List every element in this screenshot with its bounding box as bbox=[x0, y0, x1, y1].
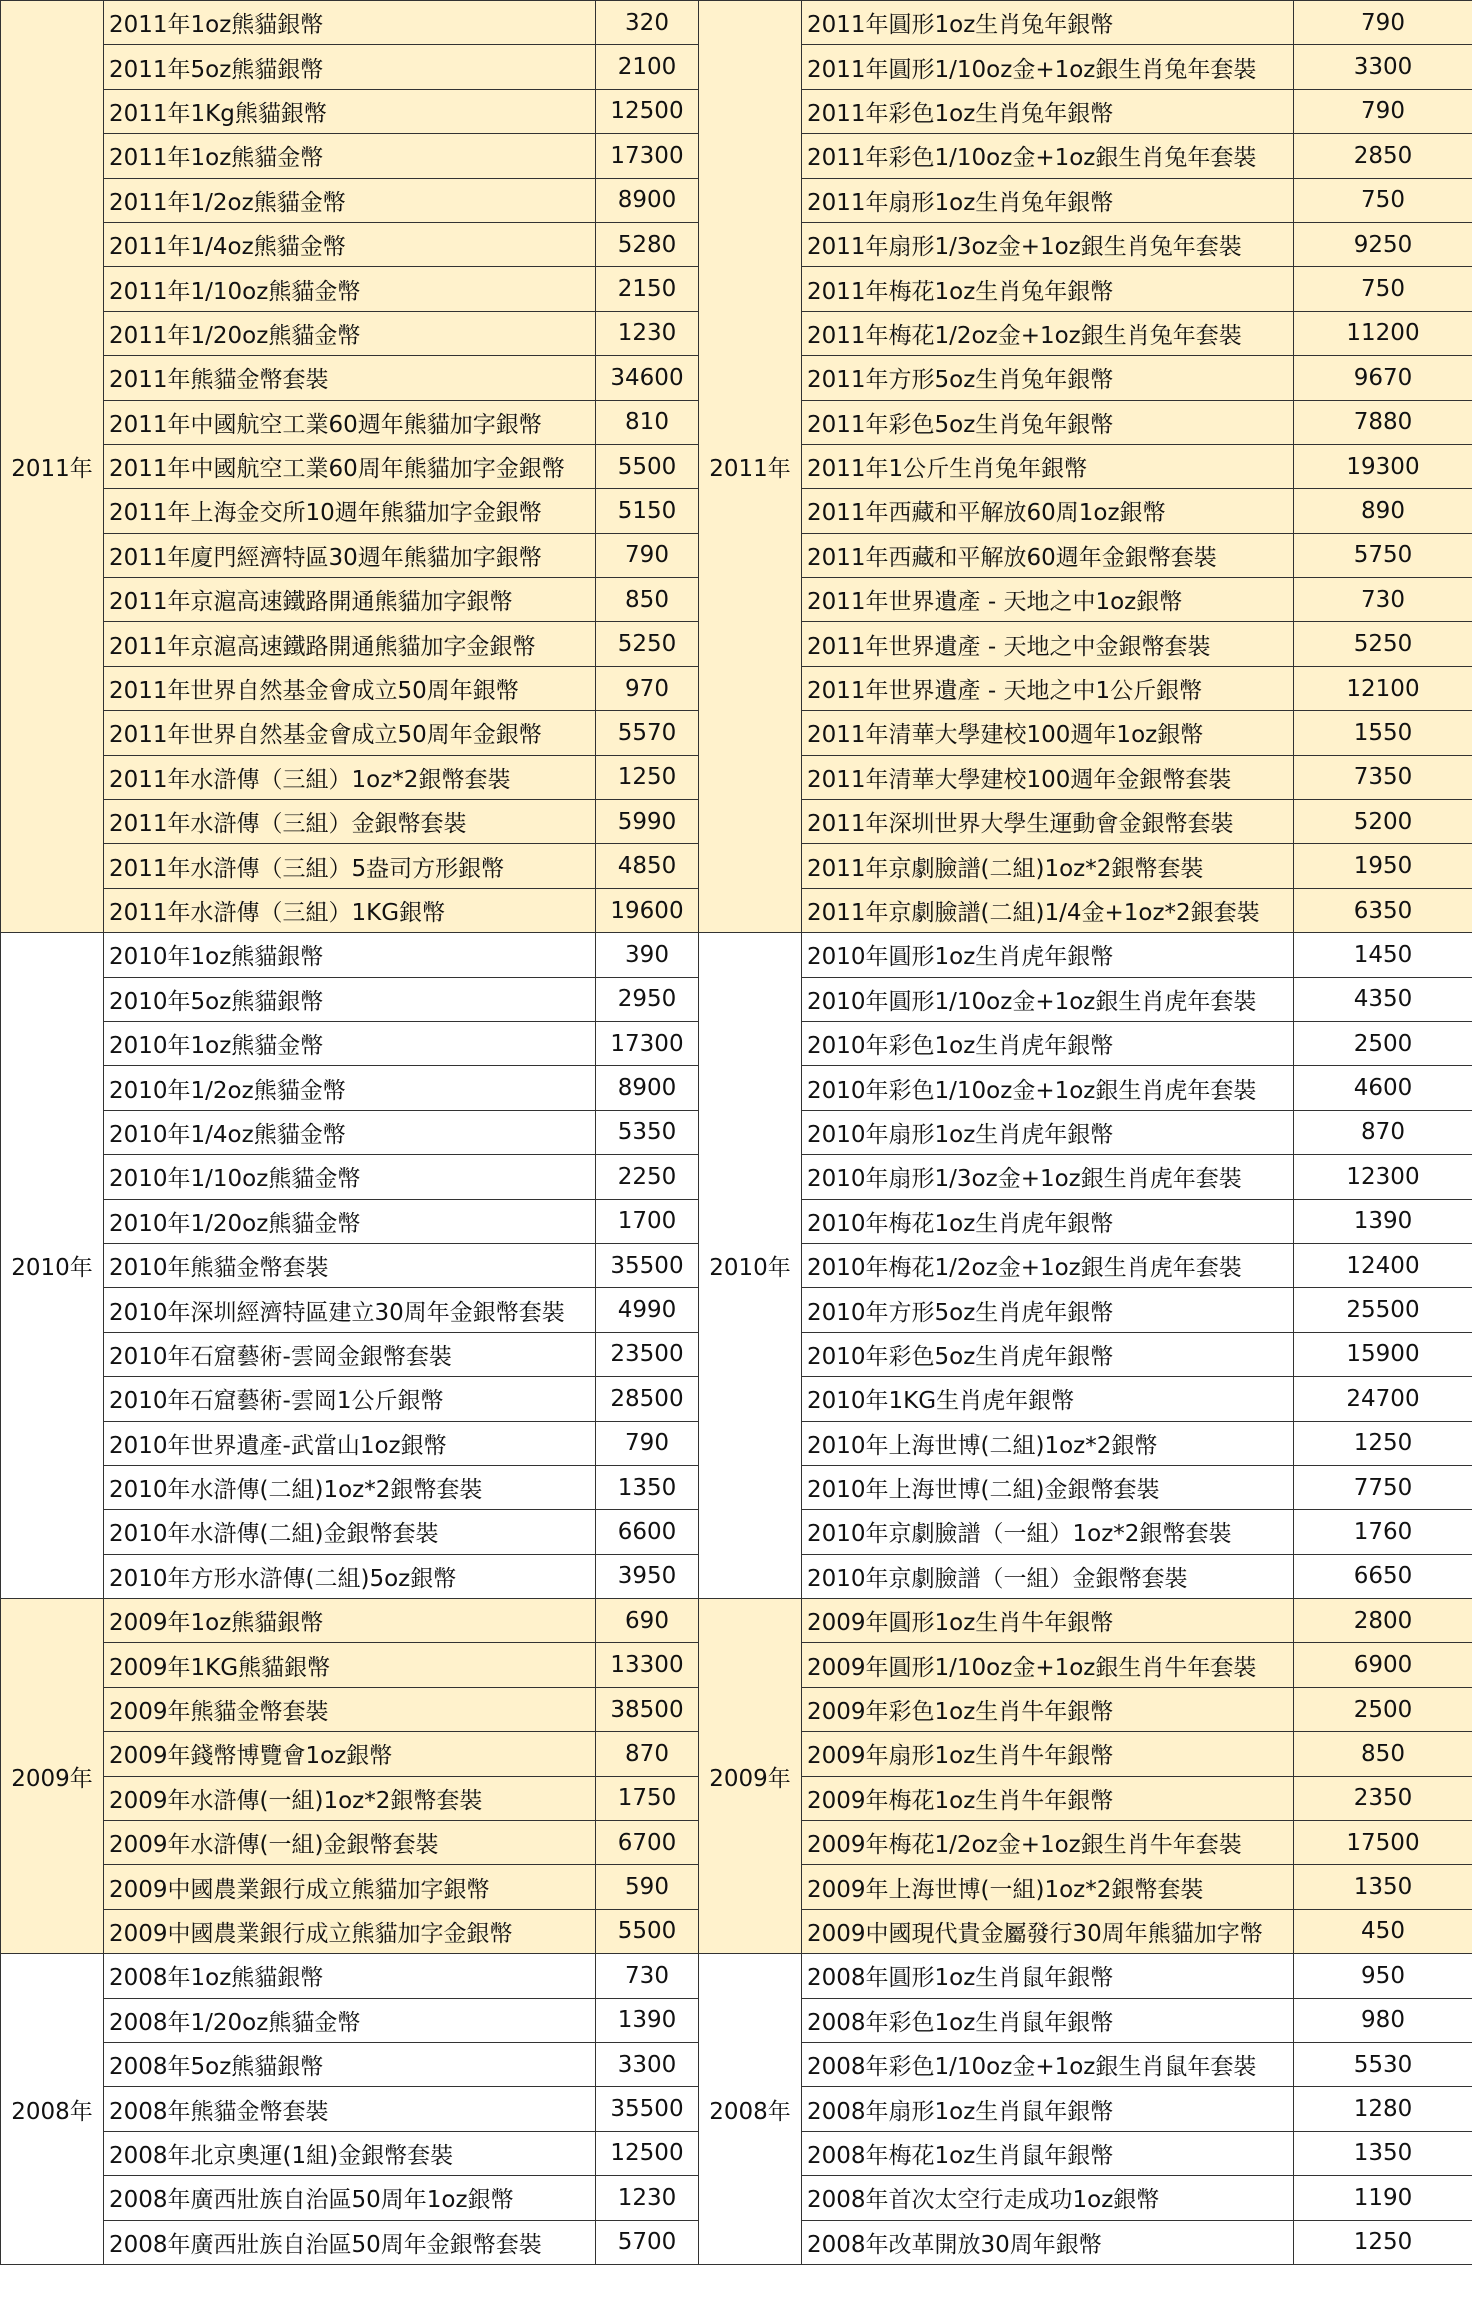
item-price-cell: 1950 bbox=[1294, 844, 1472, 888]
item-name-cell: 2008年首次太空行走成功1oz銀幣 bbox=[802, 2176, 1294, 2220]
item-name-cell: 2008年廣西壯族自治區50周年金銀幣套裝 bbox=[104, 2220, 596, 2264]
item-price-cell: 1250 bbox=[1294, 2220, 1472, 2264]
item-name-cell: 2009年水滸傳(一組)1oz*2銀幣套裝 bbox=[104, 1776, 596, 1820]
item-price-cell: 1280 bbox=[1294, 2087, 1472, 2131]
item-name-cell: 2011年梅花1/2oz金+1oz銀生肖兔年套裝 bbox=[802, 311, 1294, 355]
item-price-cell: 850 bbox=[596, 578, 699, 622]
item-price-cell: 5570 bbox=[596, 711, 699, 755]
item-name-cell: 2008年北京奧運(1組)金銀幣套裝 bbox=[104, 2131, 596, 2175]
item-price-cell: 970 bbox=[596, 666, 699, 710]
item-price-cell: 870 bbox=[1294, 1110, 1472, 1154]
item-name-cell: 2010年水滸傳(二組)金銀幣套裝 bbox=[104, 1510, 596, 1554]
item-price-cell: 5750 bbox=[1294, 533, 1472, 577]
item-price-cell: 1230 bbox=[596, 2176, 699, 2220]
item-name-cell: 2008年扇形1oz生肖鼠年銀幣 bbox=[802, 2087, 1294, 2131]
item-name-cell: 2010年1oz熊貓銀幣 bbox=[104, 933, 596, 977]
item-price-cell: 17500 bbox=[1294, 1821, 1472, 1865]
item-price-cell: 35500 bbox=[596, 2087, 699, 2131]
item-name-cell: 2011年世界遺產 - 天地之中1oz銀幣 bbox=[802, 578, 1294, 622]
item-name-cell: 2011年世界自然基金會成立50周年金銀幣 bbox=[104, 711, 596, 755]
item-price-cell: 870 bbox=[596, 1732, 699, 1776]
item-name-cell: 2011年彩色5oz生肖兔年銀幣 bbox=[802, 400, 1294, 444]
item-name-cell: 2010年京劇臉譜（一組）金銀幣套裝 bbox=[802, 1554, 1294, 1598]
item-price-cell: 5150 bbox=[596, 489, 699, 533]
item-price-cell: 1390 bbox=[1294, 1199, 1472, 1243]
item-name-cell: 2010年京劇臉譜（一組）1oz*2銀幣套裝 bbox=[802, 1510, 1294, 1554]
item-name-cell: 2010年上海世博(二組)金銀幣套裝 bbox=[802, 1465, 1294, 1509]
item-name-cell: 2010年深圳經濟特區建立30周年金銀幣套裝 bbox=[104, 1288, 596, 1332]
item-name-cell: 2011年方形5oz生肖兔年銀幣 bbox=[802, 356, 1294, 400]
year-cell-right: 2010年 bbox=[699, 933, 802, 1599]
item-price-cell: 5250 bbox=[596, 622, 699, 666]
item-price-cell: 5990 bbox=[596, 800, 699, 844]
item-price-cell: 4350 bbox=[1294, 977, 1472, 1021]
item-price-cell: 7880 bbox=[1294, 400, 1472, 444]
table-row bbox=[1, 1954, 1472, 1998]
item-name-cell: 2011年上海金交所10週年熊貓加字金銀幣 bbox=[104, 489, 596, 533]
item-price-cell: 9250 bbox=[1294, 222, 1472, 266]
item-name-cell: 2011年中國航空工業60週年熊貓加字銀幣 bbox=[104, 400, 596, 444]
item-price-cell: 28500 bbox=[596, 1377, 699, 1421]
item-name-cell: 2009中國農業銀行成立熊貓加字銀幣 bbox=[104, 1865, 596, 1909]
item-price-cell: 1230 bbox=[596, 311, 699, 355]
item-price-cell: 790 bbox=[596, 1421, 699, 1465]
item-name-cell: 2011年1/20oz熊貓金幣 bbox=[104, 311, 596, 355]
item-price-cell: 750 bbox=[1294, 267, 1472, 311]
item-name-cell: 2010年1/20oz熊貓金幣 bbox=[104, 1199, 596, 1243]
item-name-cell: 2009中國農業銀行成立熊貓加字金銀幣 bbox=[104, 1909, 596, 1953]
item-name-cell: 2010年1/10oz熊貓金幣 bbox=[104, 1155, 596, 1199]
item-price-cell: 2350 bbox=[1294, 1776, 1472, 1820]
item-price-cell: 6900 bbox=[1294, 1643, 1472, 1687]
item-name-cell: 2010年1KG生肖虎年銀幣 bbox=[802, 1377, 1294, 1421]
item-name-cell: 2011年世界遺產 - 天地之中1公斤銀幣 bbox=[802, 666, 1294, 710]
item-price-cell: 7350 bbox=[1294, 755, 1472, 799]
item-price-cell: 6700 bbox=[596, 1821, 699, 1865]
item-name-cell: 2011年圓形1/10oz金+1oz銀生肖兔年套裝 bbox=[802, 45, 1294, 89]
item-name-cell: 2008年彩色1/10oz金+1oz銀生肖鼠年套裝 bbox=[802, 2042, 1294, 2086]
item-price-cell: 2850 bbox=[1294, 134, 1472, 178]
year-cell-left: 2010年 bbox=[1, 933, 104, 1599]
item-name-cell: 2011年梅花1oz生肖兔年銀幣 bbox=[802, 267, 1294, 311]
item-price-cell: 1390 bbox=[596, 1998, 699, 2042]
table-row bbox=[1, 933, 1472, 977]
item-price-cell: 7750 bbox=[1294, 1465, 1472, 1509]
item-price-cell: 34600 bbox=[596, 356, 699, 400]
item-price-cell: 5280 bbox=[596, 222, 699, 266]
item-name-cell: 2011年世界遺產 - 天地之中金銀幣套裝 bbox=[802, 622, 1294, 666]
item-name-cell: 2010年水滸傳(二組)1oz*2銀幣套裝 bbox=[104, 1465, 596, 1509]
item-price-cell: 5350 bbox=[596, 1110, 699, 1154]
item-price-cell: 790 bbox=[1294, 89, 1472, 133]
item-name-cell: 2011年5oz熊貓銀幣 bbox=[104, 45, 596, 89]
item-price-cell: 24700 bbox=[1294, 1377, 1472, 1421]
item-name-cell: 2010年圓形1oz生肖虎年銀幣 bbox=[802, 933, 1294, 977]
item-price-cell: 850 bbox=[1294, 1732, 1472, 1776]
item-name-cell: 2010年圓形1/10oz金+1oz銀生肖虎年套裝 bbox=[802, 977, 1294, 1021]
item-price-cell: 790 bbox=[1294, 1, 1472, 45]
item-price-cell: 320 bbox=[596, 1, 699, 45]
item-price-cell: 17300 bbox=[596, 134, 699, 178]
item-name-cell: 2011年京劇臉譜(二組)1/4金+1oz*2銀套裝 bbox=[802, 888, 1294, 932]
item-price-cell: 730 bbox=[1294, 578, 1472, 622]
item-price-cell: 17300 bbox=[596, 1021, 699, 1065]
item-name-cell: 2011年扇形1oz生肖兔年銀幣 bbox=[802, 178, 1294, 222]
item-name-cell: 2008年改革開放30周年銀幣 bbox=[802, 2220, 1294, 2264]
year-cell-right: 2011年 bbox=[699, 1, 802, 933]
item-name-cell: 2008年梅花1oz生肖鼠年銀幣 bbox=[802, 2131, 1294, 2175]
item-price-cell: 4990 bbox=[596, 1288, 699, 1332]
year-cell-right: 2008年 bbox=[699, 1954, 802, 2265]
item-name-cell: 2010年扇形1/3oz金+1oz銀生肖虎年套裝 bbox=[802, 1155, 1294, 1199]
item-price-cell: 450 bbox=[1294, 1909, 1472, 1953]
item-price-cell: 1550 bbox=[1294, 711, 1472, 755]
item-price-cell: 950 bbox=[1294, 1954, 1472, 1998]
item-name-cell: 2009年水滸傳(一組)金銀幣套裝 bbox=[104, 1821, 596, 1865]
item-price-cell: 3300 bbox=[1294, 45, 1472, 89]
item-price-cell: 5500 bbox=[596, 1909, 699, 1953]
item-name-cell: 2010年梅花1/2oz金+1oz銀生肖虎年套裝 bbox=[802, 1243, 1294, 1287]
item-price-cell: 2150 bbox=[596, 267, 699, 311]
item-name-cell: 2010年熊貓金幣套裝 bbox=[104, 1243, 596, 1287]
item-name-cell: 2011年西藏和平解放60周1oz銀幣 bbox=[802, 489, 1294, 533]
item-price-cell: 890 bbox=[1294, 489, 1472, 533]
item-name-cell: 2010年彩色1oz生肖虎年銀幣 bbox=[802, 1021, 1294, 1065]
item-price-cell: 1350 bbox=[1294, 1865, 1472, 1909]
item-price-cell: 23500 bbox=[596, 1332, 699, 1376]
item-price-cell: 12300 bbox=[1294, 1155, 1472, 1199]
item-price-cell: 750 bbox=[1294, 178, 1472, 222]
item-name-cell: 2011年京滬高速鐵路開通熊貓加字銀幣 bbox=[104, 578, 596, 622]
item-name-cell: 2011年1/4oz熊貓金幣 bbox=[104, 222, 596, 266]
item-price-cell: 790 bbox=[596, 533, 699, 577]
item-name-cell: 2010年世界遺產-武當山1oz銀幣 bbox=[104, 1421, 596, 1465]
item-price-cell: 5200 bbox=[1294, 800, 1472, 844]
item-price-cell: 13300 bbox=[596, 1643, 699, 1687]
item-name-cell: 2011年中國航空工業60周年熊貓加字金銀幣 bbox=[104, 444, 596, 488]
item-name-cell: 2011年深圳世界大學生運動會金銀幣套裝 bbox=[802, 800, 1294, 844]
item-name-cell: 2009年1KG熊貓銀幣 bbox=[104, 1643, 596, 1687]
item-name-cell: 2010年5oz熊貓銀幣 bbox=[104, 977, 596, 1021]
item-price-cell: 390 bbox=[596, 933, 699, 977]
item-name-cell: 2011年水滸傳（三組）1oz*2銀幣套裝 bbox=[104, 755, 596, 799]
item-name-cell: 2011年清華大學建校100週年金銀幣套裝 bbox=[802, 755, 1294, 799]
item-price-cell: 19300 bbox=[1294, 444, 1472, 488]
year-cell-left: 2008年 bbox=[1, 1954, 104, 2265]
item-name-cell: 2010年石窟藝術-雲岡1公斤銀幣 bbox=[104, 1377, 596, 1421]
item-name-cell: 2011年1公斤生肖兔年銀幣 bbox=[802, 444, 1294, 488]
item-name-cell: 2011年1oz熊貓金幣 bbox=[104, 134, 596, 178]
item-name-cell: 2011年1/10oz熊貓金幣 bbox=[104, 267, 596, 311]
year-cell-left: 2009年 bbox=[1, 1599, 104, 1954]
item-name-cell: 2011年廈門經濟特區30週年熊貓加字銀幣 bbox=[104, 533, 596, 577]
item-price-cell: 8900 bbox=[596, 1066, 699, 1110]
item-name-cell: 2010年梅花1oz生肖虎年銀幣 bbox=[802, 1199, 1294, 1243]
item-name-cell: 2008年彩色1oz生肖鼠年銀幣 bbox=[802, 1998, 1294, 2042]
item-price-cell: 11200 bbox=[1294, 311, 1472, 355]
item-name-cell: 2010年彩色1/10oz金+1oz銀生肖虎年套裝 bbox=[802, 1066, 1294, 1110]
item-name-cell: 2011年1Kg熊貓銀幣 bbox=[104, 89, 596, 133]
item-price-cell: 2500 bbox=[1294, 1687, 1472, 1731]
item-name-cell: 2011年京滬高速鐵路開通熊貓加字金銀幣 bbox=[104, 622, 596, 666]
item-name-cell: 2009年錢幣博覽會1oz銀幣 bbox=[104, 1732, 596, 1776]
item-price-cell: 35500 bbox=[596, 1243, 699, 1287]
item-price-cell: 1190 bbox=[1294, 2176, 1472, 2220]
item-name-cell: 2008年1oz熊貓銀幣 bbox=[104, 1954, 596, 1998]
item-name-cell: 2010年石窟藝術-雲岡金銀幣套裝 bbox=[104, 1332, 596, 1376]
item-price-cell: 2250 bbox=[596, 1155, 699, 1199]
item-price-cell: 5250 bbox=[1294, 622, 1472, 666]
item-name-cell: 2009年圓形1/10oz金+1oz銀生肖牛年套裝 bbox=[802, 1643, 1294, 1687]
item-price-cell: 2950 bbox=[596, 977, 699, 1021]
item-name-cell: 2008年圓形1oz生肖鼠年銀幣 bbox=[802, 1954, 1294, 1998]
item-price-cell: 3300 bbox=[596, 2042, 699, 2086]
item-price-cell: 2100 bbox=[596, 45, 699, 89]
item-name-cell: 2010年1/2oz熊貓金幣 bbox=[104, 1066, 596, 1110]
item-price-cell: 980 bbox=[1294, 1998, 1472, 2042]
item-name-cell: 2009年扇形1oz生肖牛年銀幣 bbox=[802, 1732, 1294, 1776]
item-price-cell: 6350 bbox=[1294, 888, 1472, 932]
item-name-cell: 2010年上海世博(二組)1oz*2銀幣 bbox=[802, 1421, 1294, 1465]
item-name-cell: 2010年1oz熊貓金幣 bbox=[104, 1021, 596, 1065]
item-name-cell: 2011年水滸傳（三組）5盎司方形銀幣 bbox=[104, 844, 596, 888]
item-name-cell: 2008年1/20oz熊貓金幣 bbox=[104, 1998, 596, 2042]
item-name-cell: 2009年彩色1oz生肖牛年銀幣 bbox=[802, 1687, 1294, 1731]
item-name-cell: 2009年梅花1oz生肖牛年銀幣 bbox=[802, 1776, 1294, 1820]
item-name-cell: 2011年1/2oz熊貓金幣 bbox=[104, 178, 596, 222]
item-price-cell: 12100 bbox=[1294, 666, 1472, 710]
item-price-cell: 25500 bbox=[1294, 1288, 1472, 1332]
item-name-cell: 2011年彩色1/10oz金+1oz銀生肖兔年套裝 bbox=[802, 134, 1294, 178]
item-name-cell: 2011年熊貓金幣套裝 bbox=[104, 356, 596, 400]
item-name-cell: 2008年廣西壯族自治區50周年1oz銀幣 bbox=[104, 2176, 596, 2220]
item-name-cell: 2011年扇形1/3oz金+1oz銀生肖兔年套裝 bbox=[802, 222, 1294, 266]
item-price-cell: 690 bbox=[596, 1599, 699, 1643]
item-price-cell: 2800 bbox=[1294, 1599, 1472, 1643]
item-price-cell: 1250 bbox=[1294, 1421, 1472, 1465]
item-name-cell: 2010年彩色5oz生肖虎年銀幣 bbox=[802, 1332, 1294, 1376]
item-name-cell: 2010年方形水滸傳(二組)5oz銀幣 bbox=[104, 1554, 596, 1598]
item-name-cell: 2009年梅花1/2oz金+1oz銀生肖牛年套裝 bbox=[802, 1821, 1294, 1865]
item-price-cell: 12500 bbox=[596, 89, 699, 133]
item-name-cell: 2011年1oz熊貓銀幣 bbox=[104, 1, 596, 45]
item-price-cell: 810 bbox=[596, 400, 699, 444]
item-name-cell: 2009年上海世博(一組)1oz*2銀幣套裝 bbox=[802, 1865, 1294, 1909]
item-name-cell: 2011年清華大學建校100週年1oz銀幣 bbox=[802, 711, 1294, 755]
item-name-cell: 2010年扇形1oz生肖虎年銀幣 bbox=[802, 1110, 1294, 1154]
item-price-cell: 19600 bbox=[596, 888, 699, 932]
table-row bbox=[1, 1599, 1472, 1643]
item-name-cell: 2011年水滸傳（三組）金銀幣套裝 bbox=[104, 800, 596, 844]
item-price-cell: 4600 bbox=[1294, 1066, 1472, 1110]
item-price-cell: 8900 bbox=[596, 178, 699, 222]
item-name-cell: 2010年方形5oz生肖虎年銀幣 bbox=[802, 1288, 1294, 1332]
item-name-cell: 2009中國現代貴金屬發行30周年熊貓加字幣 bbox=[802, 1909, 1294, 1953]
item-price-cell: 1760 bbox=[1294, 1510, 1472, 1554]
item-price-cell: 3950 bbox=[596, 1554, 699, 1598]
item-name-cell: 2011年西藏和平解放60週年金銀幣套裝 bbox=[802, 533, 1294, 577]
item-name-cell: 2009年熊貓金幣套裝 bbox=[104, 1687, 596, 1731]
item-price-cell: 590 bbox=[596, 1865, 699, 1909]
item-name-cell: 2008年熊貓金幣套裝 bbox=[104, 2087, 596, 2131]
item-price-cell: 6650 bbox=[1294, 1554, 1472, 1598]
item-price-cell: 1450 bbox=[1294, 933, 1472, 977]
item-name-cell: 2011年圓形1oz生肖兔年銀幣 bbox=[802, 1, 1294, 45]
item-name-cell: 2011年彩色1oz生肖兔年銀幣 bbox=[802, 89, 1294, 133]
item-price-cell: 9670 bbox=[1294, 356, 1472, 400]
item-price-cell: 1350 bbox=[596, 1465, 699, 1509]
item-price-cell: 5700 bbox=[596, 2220, 699, 2264]
item-price-cell: 4850 bbox=[596, 844, 699, 888]
item-price-cell: 5500 bbox=[596, 444, 699, 488]
item-price-cell: 1700 bbox=[596, 1199, 699, 1243]
item-price-cell: 12400 bbox=[1294, 1243, 1472, 1287]
item-price-cell: 6600 bbox=[596, 1510, 699, 1554]
item-price-cell: 38500 bbox=[596, 1687, 699, 1731]
year-cell-right: 2009年 bbox=[699, 1599, 802, 1954]
item-price-cell: 1350 bbox=[1294, 2131, 1472, 2175]
item-price-cell: 1750 bbox=[596, 1776, 699, 1820]
item-price-cell: 2500 bbox=[1294, 1021, 1472, 1065]
item-price-cell: 15900 bbox=[1294, 1332, 1472, 1376]
item-price-cell: 12500 bbox=[596, 2131, 699, 2175]
year-cell-left: 2011年 bbox=[1, 1, 104, 933]
item-name-cell: 2009年1oz熊貓銀幣 bbox=[104, 1599, 596, 1643]
item-name-cell: 2010年1/4oz熊貓金幣 bbox=[104, 1110, 596, 1154]
item-name-cell: 2011年世界自然基金會成立50周年銀幣 bbox=[104, 666, 596, 710]
item-name-cell: 2009年圓形1oz生肖牛年銀幣 bbox=[802, 1599, 1294, 1643]
item-name-cell: 2011年水滸傳（三組）1KG銀幣 bbox=[104, 888, 596, 932]
item-price-cell: 5530 bbox=[1294, 2042, 1472, 2086]
item-price-cell: 1250 bbox=[596, 755, 699, 799]
item-name-cell: 2008年5oz熊貓銀幣 bbox=[104, 2042, 596, 2086]
item-price-cell: 730 bbox=[596, 1954, 699, 1998]
table-row bbox=[1, 1, 1472, 45]
item-name-cell: 2011年京劇臉譜(二組)1oz*2銀幣套裝 bbox=[802, 844, 1294, 888]
